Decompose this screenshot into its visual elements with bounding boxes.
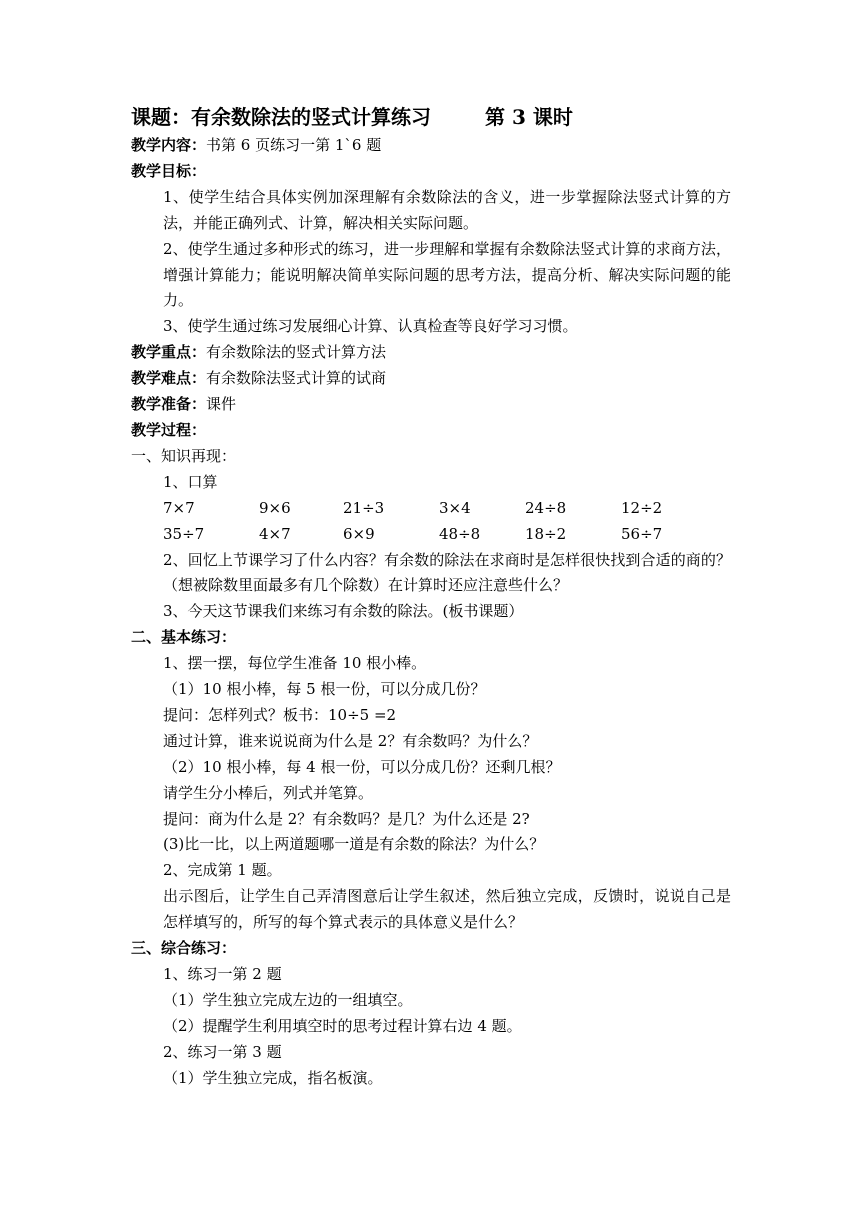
lesson-intro: 3、今天这节课我们来练习有余数的除法。(板书课题） <box>163 602 524 621</box>
preparation-text: 课件 <box>206 395 237 414</box>
preparation <box>131 392 731 418</box>
key-point-text: 有余数除法的竖式计算方法 <box>206 343 387 362</box>
content-label: 教学内容： <box>131 136 207 154</box>
basic-line-9: 2、完成第 1 题。 <box>163 861 282 880</box>
lesson-plan <box>131 102 731 1092</box>
difficulty <box>131 366 731 392</box>
problem: 35÷7 <box>163 524 205 543</box>
section-heading-1: 一、知识再现： <box>131 446 237 465</box>
process-label: 教学过程： <box>131 420 207 439</box>
section-heading-3: 三、综合练习： <box>131 939 237 958</box>
title-topic: 课题：有余数除法的竖式计算练习 <box>131 105 431 129</box>
problem: 21÷3 <box>343 498 385 517</box>
basic-line-2: （1）10 根小棒，每 5 根一份，可以分成几份？ <box>163 680 486 699</box>
goal-item-1: 1、使学生结合具体实例加深理解有余数除法的含义，进一步掌握除法竖式计算的方法，并能正确列式、计算，解决相关实际问题。 <box>163 187 731 232</box>
page-title <box>131 102 731 133</box>
basic-line-1: 1、摆一摆，每位学生准备 10 根小棒。 <box>163 654 427 673</box>
key-point-label: 教学重点： <box>131 343 207 362</box>
basic-paragraph: 出示图后，让学生自己弄清图意后让学生叙述，然后独立完成，反馈时，说说自己是怎样填写的，所写的每个算式表示的具体意义是什么？ <box>163 887 731 932</box>
difficulty-label: 教学难点： <box>131 369 207 388</box>
review-question: 2、回忆上节课学习了什么内容？有余数的除法在求商时是怎样很快找到合适的商的？（想被除数里面最多有几个除数）在计算时还应注意些什么？ <box>163 550 731 595</box>
goal-item-3: 3、使学生通过练习发展细心计算、认真检查等良好学习习惯。 <box>163 317 578 336</box>
oral-calc-row-2 <box>131 522 731 548</box>
combo-line-1: 1、练习一第 2 题 <box>163 965 282 983</box>
problem: 9×6 <box>259 498 291 517</box>
preparation-label: 教学准备： <box>131 395 207 414</box>
goal-item-2: 2、使学生通过多种形式的练习，进一步理解和掌握有余数除法竖式计算的求商方法，增强计算能力；能说明解决简单实际问题的思考方法，提高分析、解决实际问题的能力。 <box>163 239 731 310</box>
problem: 6×9 <box>343 524 375 543</box>
basic-line-5: （2）10 根小棒，每 4 根一份，可以分成几份？还剩几根？ <box>163 757 561 776</box>
teaching-content <box>131 133 731 159</box>
problem: 56÷7 <box>621 524 663 543</box>
problem: 12÷2 <box>621 498 663 517</box>
basic-line-7: 提问：商为什么是 2？有余数吗？是几？为什么还是 2? <box>163 809 530 828</box>
problem: 4×7 <box>259 524 291 543</box>
problem: 7×7 <box>163 498 195 517</box>
problem: 3×4 <box>439 498 471 517</box>
basic-line-3: 提问：怎样列式？板书：10÷5 =2 <box>163 705 397 724</box>
title-lesson: 第 3 课时 <box>485 105 573 129</box>
combo-line-5: （1）学生独立完成，指名板演。 <box>163 1068 383 1087</box>
oral-calc-row-1 <box>131 496 731 522</box>
problem: 24÷8 <box>525 498 567 517</box>
difficulty-text: 有余数除法竖式计算的试商 <box>206 369 387 388</box>
combo-line-2: （1）学生独立完成左边的一组填空。 <box>163 990 413 1009</box>
problem: 48÷8 <box>439 524 481 543</box>
combo-line-3: （2）提醒学生利用填空时的思考过程计算右边 4 题。 <box>163 1016 522 1035</box>
goals-label: 教学目标： <box>131 161 207 180</box>
problem: 18÷2 <box>525 524 567 543</box>
basic-line-4: 通过计算，谁来说说商为什么是 2？有余数吗？为什么？ <box>163 731 538 750</box>
oral-calc-label: 1、口算 <box>163 472 218 491</box>
basic-line-6: 请学生分小棒后，列式并笔算。 <box>163 783 374 802</box>
content-text: 书第 6 页练习一第 1`6 题 <box>206 136 382 154</box>
basic-line-8: (3)比一比，以上两道题哪一道是有余数的除法？为什么？ <box>163 835 545 854</box>
section-heading-2: 二、基本练习： <box>131 628 237 647</box>
key-point <box>131 340 731 366</box>
combo-line-4: 2、练习一第 3 题 <box>163 1042 282 1061</box>
